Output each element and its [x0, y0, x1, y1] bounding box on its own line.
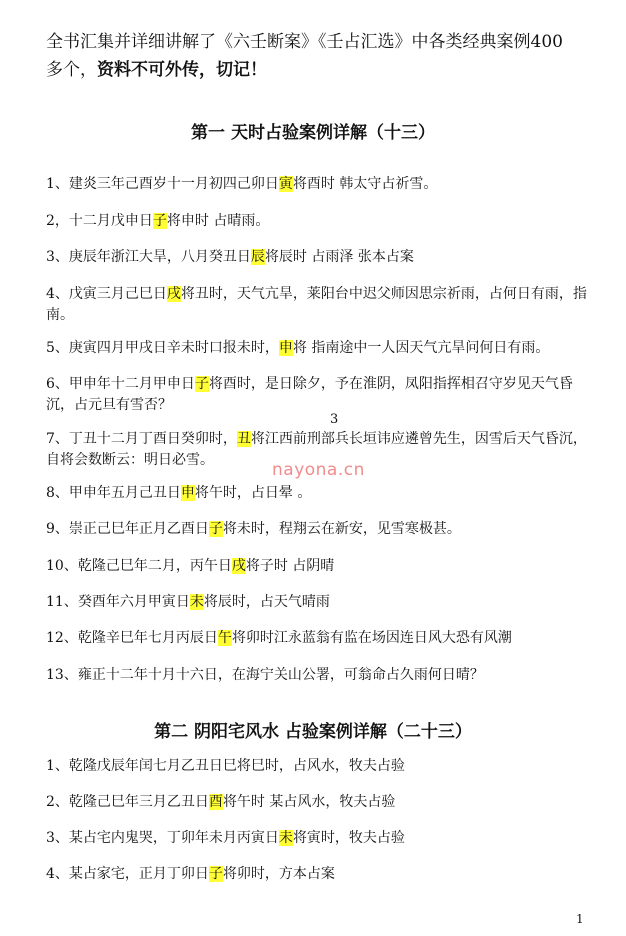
highlight: 子: [194, 376, 209, 392]
section-1-item-2: [46, 211, 591, 232]
item-text: 将江西前刑部兵长垣讳应遴曾先生，因雪后天气昏沉，自将会数断云：明日必雪。: [46, 431, 587, 468]
item-text: 6、甲申年十二月甲申日: [46, 376, 195, 392]
item-text: 将未时，程翔云在新安，见雪寒极甚。: [222, 521, 461, 537]
section-2-item-2: [46, 792, 591, 813]
item-text: 将子时 占阴晴: [245, 558, 335, 574]
section-1-title: 第一 天时占验案例详解（十三）: [191, 123, 435, 143]
highlight: 申: [180, 485, 195, 501]
item-text: 将酉时，是日除夕，予在淮阴，凤阳指挥相召守岁见天气昏沉，占元旦有雪否？: [46, 376, 573, 413]
inline-page-number: 3: [330, 412, 339, 427]
intro-paragraph: [46, 28, 594, 84]
intro-line-2-lead: 多个，: [46, 60, 97, 80]
item-text: 5、庚寅四月甲戌日辛未时口报未时，: [46, 340, 279, 356]
section-2-item-1: [46, 756, 591, 777]
item-text: 将午时，占日晕 。: [194, 485, 312, 501]
item-text: 2，十二月戊申日: [46, 213, 153, 229]
highlight: 未: [189, 594, 204, 610]
item-text: 10、乾隆己巳年二月，丙午日: [46, 558, 232, 574]
section-1-item-6: [46, 374, 591, 416]
highlight: 子: [208, 866, 223, 882]
item-text: 将午时 某占风水，牧夫占验: [222, 794, 396, 810]
item-text: 1、乾隆戊辰年闰七月乙丑日巳将巳时，占风水，牧夫占验: [46, 758, 405, 774]
item-text: 将酉时 韩太守占祈雪。: [292, 176, 438, 192]
section-1-item-5: [46, 338, 591, 359]
item-text: 4、某占家宅，正月丁卯日: [46, 866, 209, 882]
item-text: 9、崇正己巳年正月乙酉日: [46, 521, 209, 537]
highlight: 未: [278, 830, 293, 846]
highlight: 子: [208, 521, 223, 537]
section-1-item-12: [46, 628, 591, 649]
item-text: 11、癸酉年六月甲寅日: [46, 594, 190, 610]
intro-line-2: [46, 56, 594, 84]
section-2-title: 第二 阴阳宅风水 占验案例详解（二十三）: [154, 722, 472, 742]
section-2-item-4: [46, 864, 591, 885]
item-text: 2、乾隆己巳年三月乙丑日: [46, 794, 209, 810]
highlight: 申: [278, 340, 293, 356]
section-2-item-3: [46, 828, 591, 849]
item-text: 将辰时，占天气晴雨: [203, 594, 330, 610]
highlight: 丑: [236, 431, 251, 447]
section-1-item-13: [46, 665, 591, 686]
item-text: 1、建炎三年己酉岁十一月初四己卯日: [46, 176, 279, 192]
item-text: 13、雍正十二年十月十六日，在海宁关山公署，可翁命占久雨何日晴？: [46, 667, 484, 683]
item-text: 8、甲申年五月己丑日: [46, 485, 181, 501]
highlight: 寅: [278, 176, 293, 192]
highlight: 子: [152, 213, 167, 229]
highlight: 酉: [208, 794, 223, 810]
item-text: 将辰时 占雨泽 张本占案: [264, 249, 414, 265]
item-text: 4、戊寅三月己巳日: [46, 286, 167, 302]
highlight: 戌: [166, 286, 181, 302]
highlight: 午: [217, 630, 232, 646]
section-1-item-3: [46, 247, 591, 268]
item-text: 3、庚辰年浙江大旱，八月癸丑日: [46, 249, 251, 265]
section-1-item-1: [46, 174, 591, 195]
watermark: nayona.cn: [272, 460, 365, 480]
section-1-item-8: [46, 483, 591, 504]
highlight: 戌: [231, 558, 246, 574]
item-text: 3、某占宅内鬼哭，丁卯年未月丙寅日: [46, 830, 279, 846]
item-text: 将丑时，天气亢旱，莱阳台中迟父师因思宗祈雨，占何日有雨，指南。: [46, 286, 587, 323]
item-text: 将 指南途中一人因天气亢旱问何日有雨。: [292, 340, 550, 356]
intro-line-1: 全书汇集并详细讲解了《六壬断案》《壬占汇选》中各类经典案例400: [46, 32, 563, 52]
section-1-item-9: [46, 519, 591, 540]
section-1-item-4: [46, 284, 591, 326]
highlight: 辰: [250, 249, 265, 265]
item-text: 将卯时江永蓝翁有监在场因连日风大恐有风潮: [231, 630, 512, 646]
item-text: 12、乾隆辛巳年七月丙辰日: [46, 630, 218, 646]
item-text: 将寅时，牧夫占验: [292, 830, 405, 846]
section-1-item-10: [46, 556, 591, 577]
item-text: 将申时 占晴雨。: [166, 213, 270, 229]
page-number: 1: [576, 912, 584, 926]
item-text: 将卯时，方本占案: [222, 866, 335, 882]
item-text: 7、丁丑十二月丁酉日癸卯时，: [46, 431, 237, 447]
intro-warning: 资料不可外传，切记！: [97, 60, 267, 80]
section-1-item-11: [46, 592, 591, 613]
